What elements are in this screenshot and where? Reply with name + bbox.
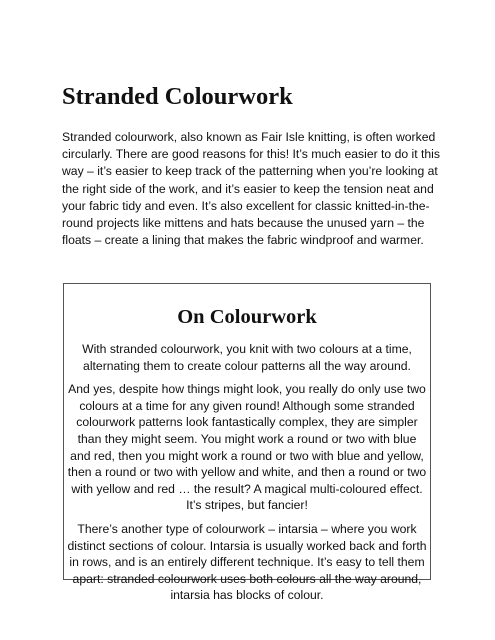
sidebar-box — [63, 283, 431, 603]
page-title: Stranded Colourwork — [62, 83, 293, 110]
sidebar-paragraph: And yes, despite how things might look, you really do only use two colours at a time for any given round! Although some stranded colourwork patterns look fantastically complex, they are simpler than they might seem. You might work a round or two with blue and red, then you might work a round or two with blue and yellow, then a round or two with yellow and white, and then a round or two with yellow and red … the result? A magical multi-coloured effect. It’s stripes, but fancier! — [67, 382, 427, 513]
sidebar-paragraph: With stranded colourwork, you knit with two colours at a time, alternating them to create colour patterns all the way around. — [82, 342, 412, 373]
intro-paragraph: Stranded colourwork, also known as Fair Isle knitting, is often worked circularly. There are good reasons for this! It’s much easier to do it this way – it’s easier to keep track of the patterning when you’re looking at the right side of the work, and it’s easier to keep the tension neat and your fabric tidy and even. It’s also excellent for classic knitted-in-the-round projects like mittens and hats because the unused yarn – the floats – create a lining that makes the fabric windproof and warmer. — [62, 130, 440, 248]
sidebar-title: On Colourwork — [177, 306, 317, 328]
sidebar-paragraph: There’s another type of colourwork – intarsia – where you work distinct sections of colour. Intarsia is usually worked back and forth in rows, and is an entirely different technique. It’s easy to tell them apart: stranded colourwork uses both colours all the way around, intarsia has blocks of colour. — [67, 521, 427, 603]
sidebar-body — [67, 341, 427, 611]
